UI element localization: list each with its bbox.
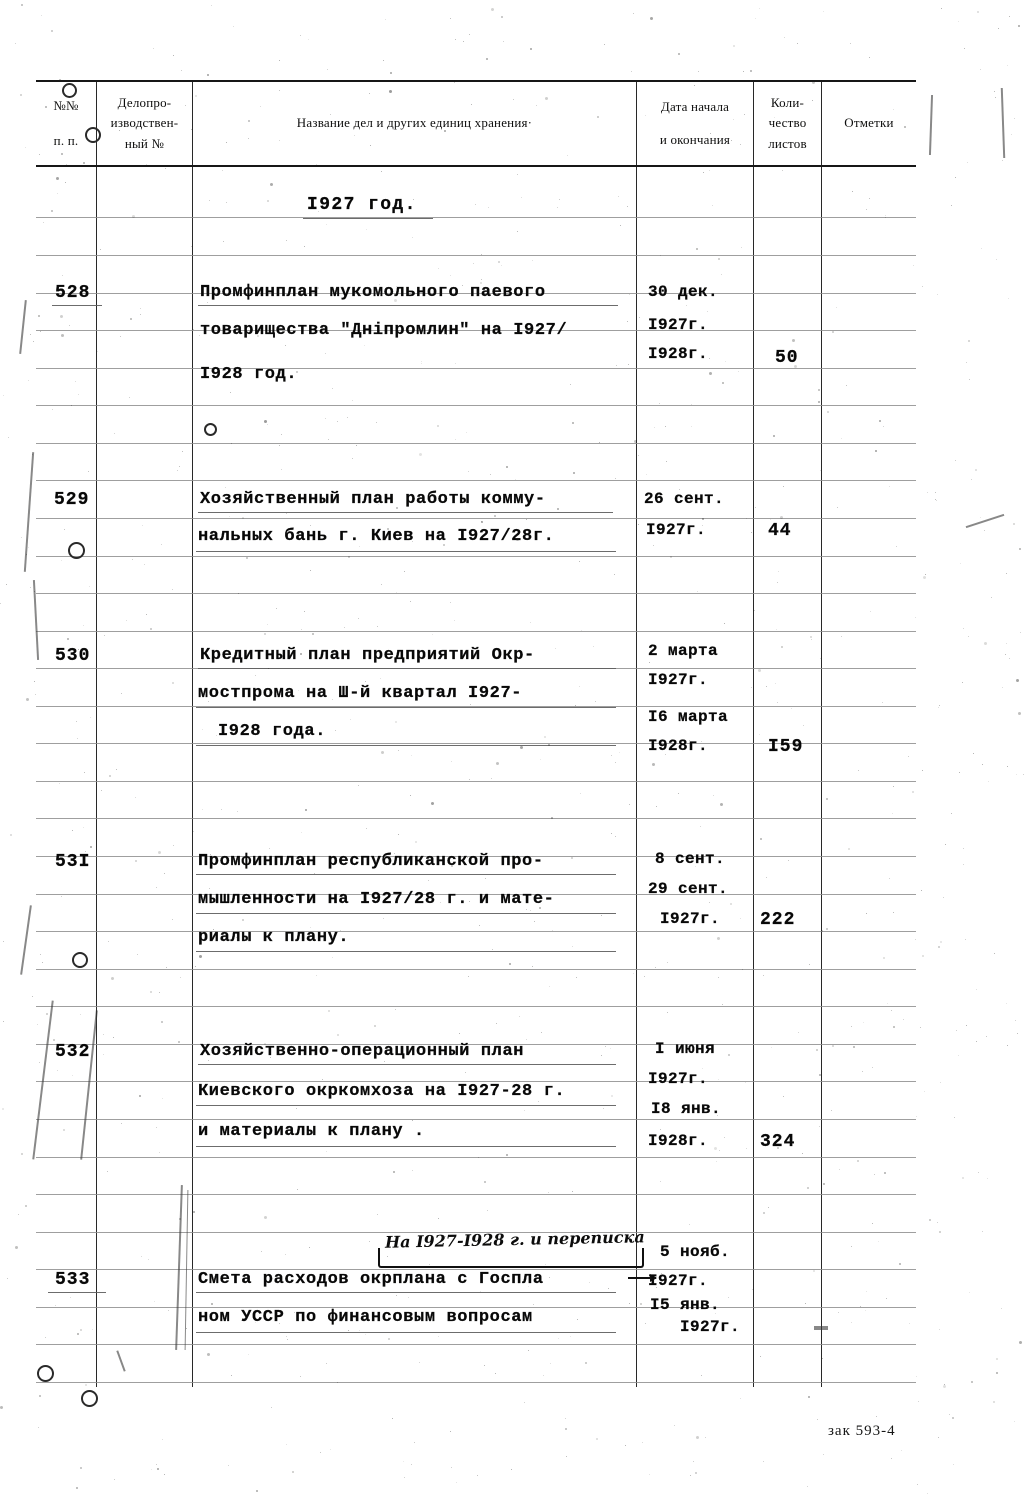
row-title-530-line-2: мостпрома на Ш-й квартал I927- (198, 684, 523, 703)
header-office-number-line-3: ный № (124, 135, 165, 151)
row-sheets-528: 50 (775, 348, 799, 368)
handwritten-bracket (378, 1248, 644, 1268)
row-date-529-line-1: 26 сент. (644, 490, 725, 508)
body-divider-5 (821, 167, 822, 1387)
header-sheets-line-1: Коли- (770, 95, 805, 111)
row-sheets-532: 324 (760, 1132, 796, 1152)
row-date-530-line-2: I927г. (648, 671, 709, 689)
row-seq-529: 529 (54, 490, 90, 510)
row-title-532-line-1: Хозяйственно-операционный план (200, 1042, 525, 1061)
row-date-530-line-4: I928г. (648, 737, 709, 755)
row-sheets-531: 222 (760, 910, 796, 930)
row-date-528-line-1: 30 дек. (648, 283, 719, 301)
row-date-528-line-3: I928г. (648, 345, 709, 363)
row-title-530-line-1: Кредитный план предприятий Окр- (200, 646, 535, 665)
row-title-531-line-3: риалы к плану. (198, 928, 350, 947)
header-sheets-line-3: листов (768, 135, 807, 151)
header-title-line-1: Название дел и других единиц хранения· (296, 115, 533, 131)
punch-hole-icon (72, 952, 88, 968)
row-title-529-line-1: Хозяйственный план работы комму- (200, 490, 546, 509)
body-divider-2 (192, 167, 193, 1387)
header-seq-line-1: №№ (53, 98, 79, 114)
row-title-532-line-2: Киевского окркомхоза на I927-28 г. (198, 1082, 566, 1101)
row-date-532-line-1: I июня (655, 1040, 716, 1058)
header-seq-line-2: п. п. (53, 132, 79, 148)
header-office-number-line-1: Делопро- (117, 95, 172, 111)
row-seq-532: 532 (55, 1042, 91, 1062)
row-date-529-line-2: I927г. (646, 521, 707, 539)
row-seq-530: 530 (55, 646, 91, 666)
row-title-531-line-1: Промфинплан республиканской про- (198, 852, 544, 871)
row-title-528-line-2: товарищества "Дніпромлин" на I927/ (200, 321, 568, 340)
header-marks (822, 82, 916, 165)
row-date-531-line-3: I927г. (660, 910, 721, 928)
row-seq-533: 533 (55, 1270, 91, 1290)
row-seq-528: 528 (55, 283, 91, 303)
row-date-532-line-4: I928г. (648, 1132, 709, 1150)
punch-hole-icon (85, 127, 101, 143)
row-533-dash-mark (814, 1326, 828, 1330)
row-sheets-529: 44 (768, 521, 792, 541)
header-office-number (97, 82, 192, 165)
header-dates (637, 82, 753, 165)
row-date-533-line-1: 5 нояб. (660, 1243, 731, 1261)
header-dates-line-1: Дата начала (660, 99, 730, 115)
header-sheets-line-2: чество (768, 115, 807, 131)
punch-hole-icon (204, 423, 217, 436)
row-title-532-line-3: и материалы к плану . (198, 1122, 425, 1141)
row-sheets-530: I59 (768, 737, 804, 757)
print-order-footer: зак 593-4 (828, 1423, 896, 1439)
row-date-530-line-1: 2 марта (648, 642, 719, 660)
header-office-number-line-2: изводствен- (110, 115, 179, 131)
year-heading: I927 год. (307, 195, 417, 215)
row-date-533-line-4: I927г. (680, 1318, 741, 1336)
row-date-531-line-1: 8 сент. (655, 850, 726, 868)
header-title (193, 82, 636, 165)
header-bottom-border (36, 165, 916, 167)
body-divider-1 (96, 167, 97, 1387)
row-date-530-line-3: I6 марта (648, 708, 729, 726)
row-title-533-line-1: Смета расходов окрплана с Госпла (198, 1270, 544, 1289)
row-date-532-line-2: I927г. (648, 1070, 709, 1088)
row-title-529-line-2: нальных бань г. Киев на I927/28г. (198, 527, 555, 546)
row-date-531-line-2: 29 сент. (648, 880, 729, 898)
punch-hole-icon (37, 1365, 54, 1382)
inventory-table (36, 80, 916, 1390)
row-title-530-line-3: I928 года. (218, 722, 327, 741)
row-title-531-line-2: мышленности на I927/28 г. и мате- (198, 890, 555, 909)
row-date-533-line-2: I927г. (648, 1272, 709, 1290)
row-seq-531: 53I (55, 852, 91, 872)
header-sheets (754, 82, 821, 165)
punch-hole-icon (62, 83, 77, 98)
header-dates-line-2: и окончания (659, 131, 731, 147)
body-divider-4 (753, 167, 754, 1387)
punch-hole-icon (81, 1390, 98, 1407)
row-title-528-line-1: Промфинплан мукомольного паевого (200, 283, 546, 302)
row-date-533-line-3: I5 янв. (650, 1296, 721, 1314)
row-title-533-line-2: ном УССР по финансовым вопросам (198, 1308, 533, 1327)
punch-hole-icon (68, 542, 85, 559)
body-divider-3 (636, 167, 637, 1387)
handwritten-note-533: На I927-I928 г. и переписка (384, 1227, 645, 1252)
header-marks-line-1: Отметки (844, 115, 894, 131)
row-date-528-line-2: I927г. (648, 316, 709, 334)
row-date-532-line-3: I8 янв. (651, 1100, 722, 1118)
row-title-528-line-3: I928 год. (200, 365, 298, 384)
